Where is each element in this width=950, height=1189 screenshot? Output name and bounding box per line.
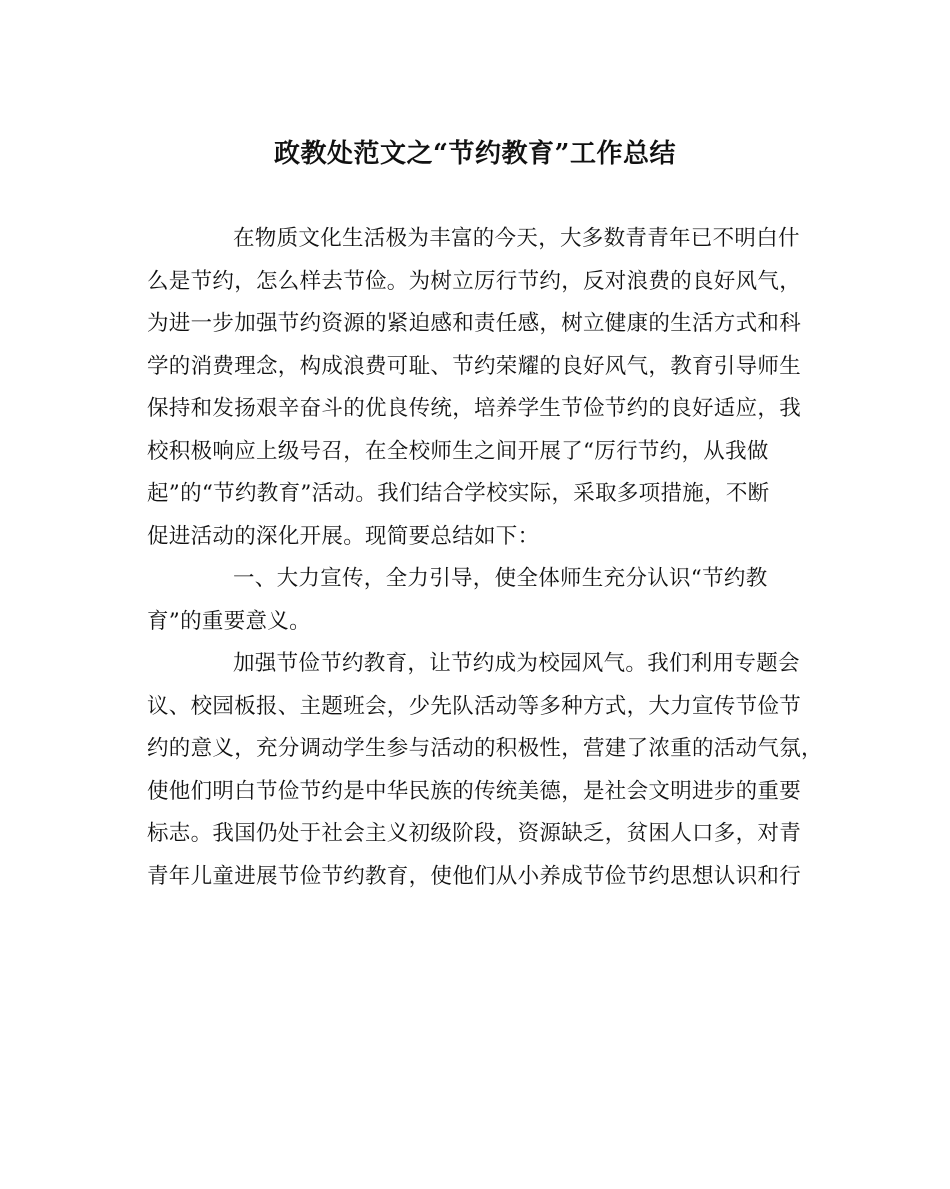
paragraph-line: 促进活动的深化开展。现简要总结如下： xyxy=(147,523,540,549)
paragraph-line: 保持和发扬艰辛奋斗的优良传统，培养学生节俭节约的良好适应，我 xyxy=(147,396,802,421)
paragraph-line: 标志。我国仍处于社会主义初级阶段，资源缺乏，贫困人口多，对青 xyxy=(147,821,802,846)
document-body xyxy=(147,221,823,901)
paragraph-line: 学的消费理念，构成浪费可耻、节约荣耀的良好风气，教育引导师生 xyxy=(147,353,802,379)
paragraph-line: 为进一步加强节约资源的紧迫感和责任感，树立健康的生活方式和科 xyxy=(147,311,802,336)
section-heading-line: 一、大力宣传，全力引导，使全体师生充分认识“节约教 xyxy=(233,566,768,591)
paragraph-line: 在物质文化生活极为丰富的今天，大多数青青年已不明白什 xyxy=(233,226,800,251)
paragraph-line: 加强节俭节约教育，让节约成为校园风气。我们利用专题会 xyxy=(233,651,800,676)
section-heading-line: 育”的重要意义。 xyxy=(147,608,311,634)
paragraph-line: 起”的“节约教育”活动。我们结合学校实际，采取多项措施，不断 xyxy=(147,481,770,506)
paragraph-line: 青年儿童进展节俭节约教育，使他们从小养成节俭节约思想认识和行 xyxy=(147,863,802,889)
paragraph-line: 约的意义，充分调动学生参与活动的积极性，营建了浓重的活动气氛， xyxy=(147,736,823,761)
paragraph-line: 议、校园板报、主题班会，少先队活动等多种方式，大力宣传节俭节 xyxy=(147,693,802,719)
paragraph-line: 么是节约，怎么样去节俭。为树立厉行节约，反对浪费的良好风气， xyxy=(147,268,802,294)
paragraph-line: 使他们明白节俭节约是中华民族的传统美德，是社会文明进步的重要 xyxy=(147,778,802,804)
document-title: 政教处范文之“节约教育”工作总结 xyxy=(274,139,676,169)
paragraph-line: 校积极响应上级号召，在全校师生之间开展了“厉行节约，从我做 xyxy=(147,438,769,464)
